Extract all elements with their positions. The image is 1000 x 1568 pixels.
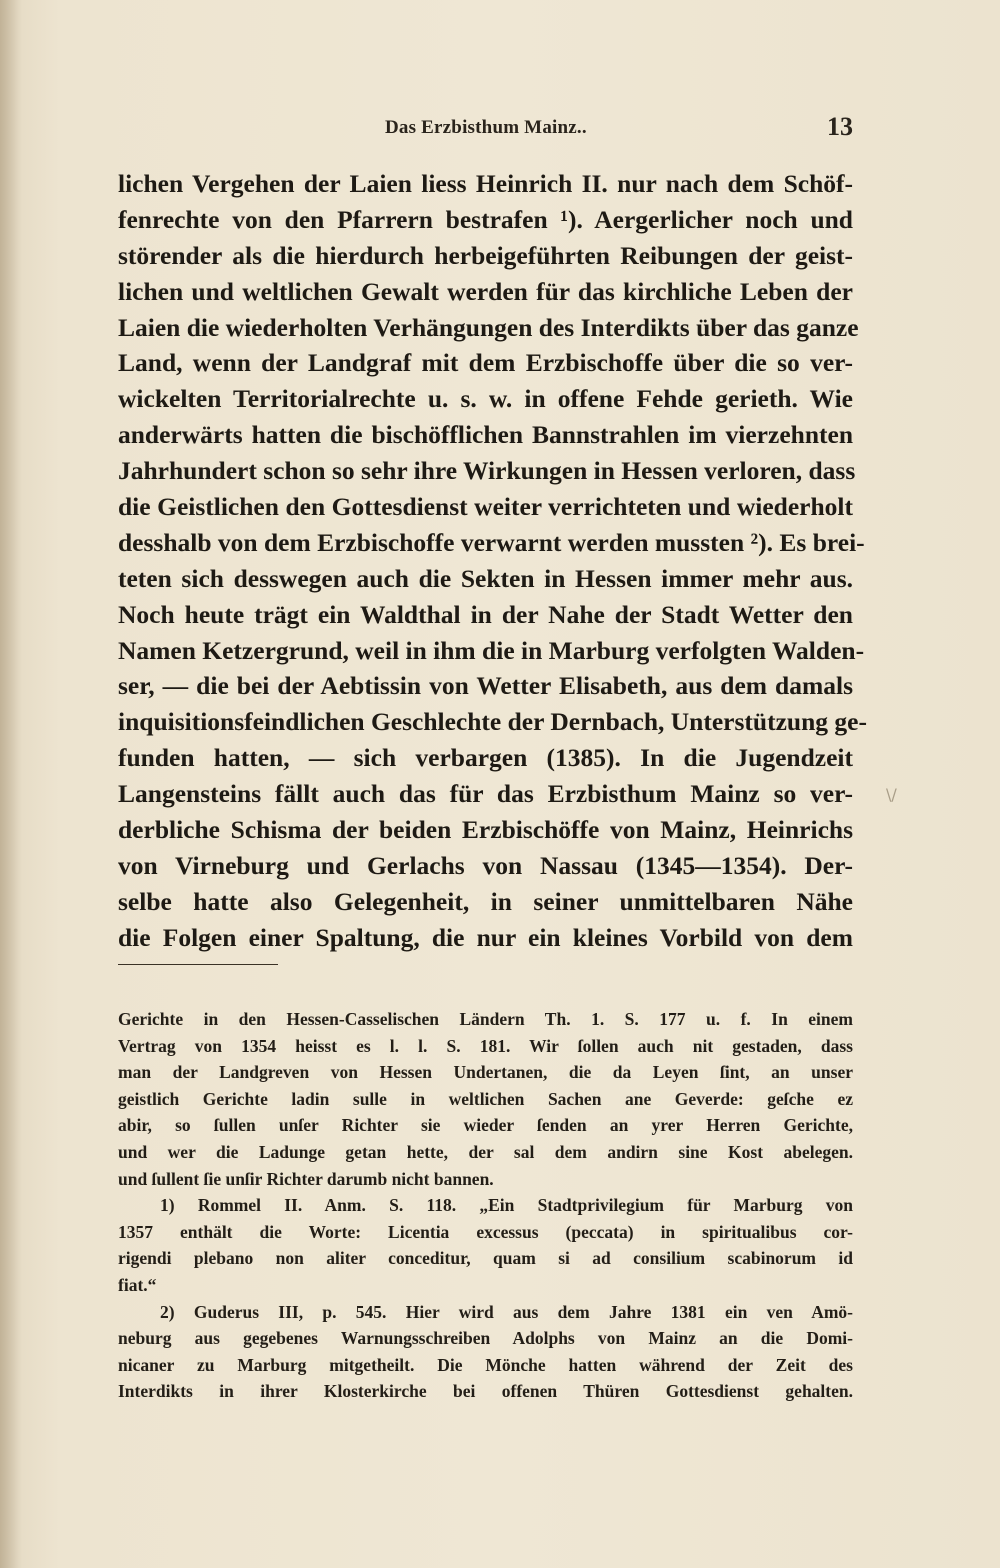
footnote-line: fiat.“ xyxy=(118,1274,157,1295)
footnote-separator xyxy=(118,964,278,965)
running-title: Das Erzbisthum Mainz.. xyxy=(385,117,587,138)
footnote-line: neburg aus gegebenes Warnungsschreiben Adolphs von Mainz an die Domi- xyxy=(118,1328,853,1349)
page-header xyxy=(118,112,853,148)
text-line: Land, wenn der Landgraf mit dem Erzbischoffe über die so ver- xyxy=(118,348,853,378)
text-line: derbliche Schisma der beiden Erzbischöffe von Mainz, Heinrichs xyxy=(118,815,853,845)
footnote-line: man der Landgreven von Hessen Undertanen, die da Leyen ſint, an unser xyxy=(118,1062,853,1083)
text-line: Noch heute trägt ein Waldthal in der Nahe der Stadt Wetter den xyxy=(118,599,853,629)
footnotes xyxy=(118,1006,853,1405)
main-text xyxy=(118,166,867,956)
footnote-2: 2) Guderus III, p. 545. Hier wird aus dem Jahre 1381 ein ven Amö- xyxy=(160,1301,853,1322)
text-line: von Virneburg und Gerlachs von Nassau (1345—1354). Der- xyxy=(118,850,853,880)
text-line: teten sich desswegen auch die Sekten in Hessen immer mehr aus. xyxy=(118,563,853,593)
page-number: 13 xyxy=(827,112,853,141)
footnote-line: abir, so ſullen unſer Richter sie wieder ſenden an yrer Herren Gerichte, xyxy=(118,1115,853,1136)
footnote-line: und wer die Ladunge getan hette, der sal dem andirn sine Kost abelegen. xyxy=(118,1141,853,1162)
text-line: störender als die hierdurch herbeigeführten Reibungen der geist- xyxy=(118,240,853,270)
footnote-line: rigendi plebano non aliter conceditur, quam si ad consilium scabinorum id xyxy=(118,1248,853,1269)
text-line: die Geistlichen den Gottesdienst weiter verrichteten und wiederholt xyxy=(118,492,853,522)
text-line: anderwärts hatten die bischöfflichen Bannstrahlen im vierzehnten xyxy=(118,420,853,450)
binding-shadow xyxy=(0,0,22,1568)
footnote-1: 1) Rommel II. Anm. S. 118. „Ein Stadtprivilegium für Marburg von xyxy=(160,1195,853,1216)
text-line: lichen Vergehen der Laien liess Heinrich II. nur nach dem Schöf- xyxy=(118,169,853,198)
footnote-line: Interdikts in ihrer Klosterkirche bei offenen Thüren Gottesdienst gehalten. xyxy=(118,1381,853,1402)
text-line: Namen Ketzergrund, weil in ihm die in Marburg verfolgten Walden- xyxy=(118,635,865,665)
footnote-line: Vertrag von 1354 heisst es l. l. S. 181. Wir ſollen auch nit gestaden, dass xyxy=(118,1035,853,1056)
text-line: Laien die wiederholten Verhängungen des Interdikts über das ganze xyxy=(118,312,859,342)
text-line: Jahrhundert schon so sehr ihre Wirkungen in Hessen verloren, dass xyxy=(118,456,856,486)
text-line: funden hatten, — sich verbargen (1385). In die Jugendzeit xyxy=(118,743,853,773)
text-line: lichen und weltlichen Gewalt werden für das kirchliche Leben der xyxy=(118,276,853,306)
text-line: ser, — die bei der Aebtissin von Wetter Elisabeth, aus dem damals xyxy=(118,671,853,701)
footnote-line: nicaner zu Marburg mitgetheilt. Die Mönche hatten während der Zeit des xyxy=(118,1354,853,1375)
footnote-line: Gerichte in den Hessen-Casselischen Ländern Th. 1. S. 177 u. f. In einem xyxy=(118,1009,853,1029)
margin-mark: \/ xyxy=(886,785,897,804)
text-line: fenrechte von den Pfarrern bestrafen ¹). Aergerlicher noch und xyxy=(118,204,853,234)
footnote-line: und ſullent ſie unſir Richter darumb nicht bannen. xyxy=(118,1168,494,1189)
text-line: Langensteins fällt auch das für das Erzbisthum Mainz so ver- xyxy=(118,779,853,809)
text-line: wickelten Territorialrechte u. s. w. in offene Fehde gerieth. Wie xyxy=(118,384,853,414)
footnote-line: 1357 enthält die Worte: Licentia excessus (peccata) in spiritualibus cor- xyxy=(118,1221,853,1242)
text-line: selbe hatte also Gelegenheit, in seiner unmittelbaren Nähe xyxy=(118,886,853,916)
footnote-line: geistlich Gerichte ladin sulle in weltlichen Sachen ane Geverde: geſche ez xyxy=(118,1088,853,1109)
text-line: desshalb von dem Erzbischoffe verwarnt werden mussten ²). Es brei- xyxy=(118,527,865,557)
text-line: die Folgen einer Spaltung, die nur ein kleines Vorbild von dem xyxy=(118,922,853,952)
text-line: inquisitionsfeindlichen Geschlechte der Dernbach, Unterstützung ge- xyxy=(118,707,867,737)
